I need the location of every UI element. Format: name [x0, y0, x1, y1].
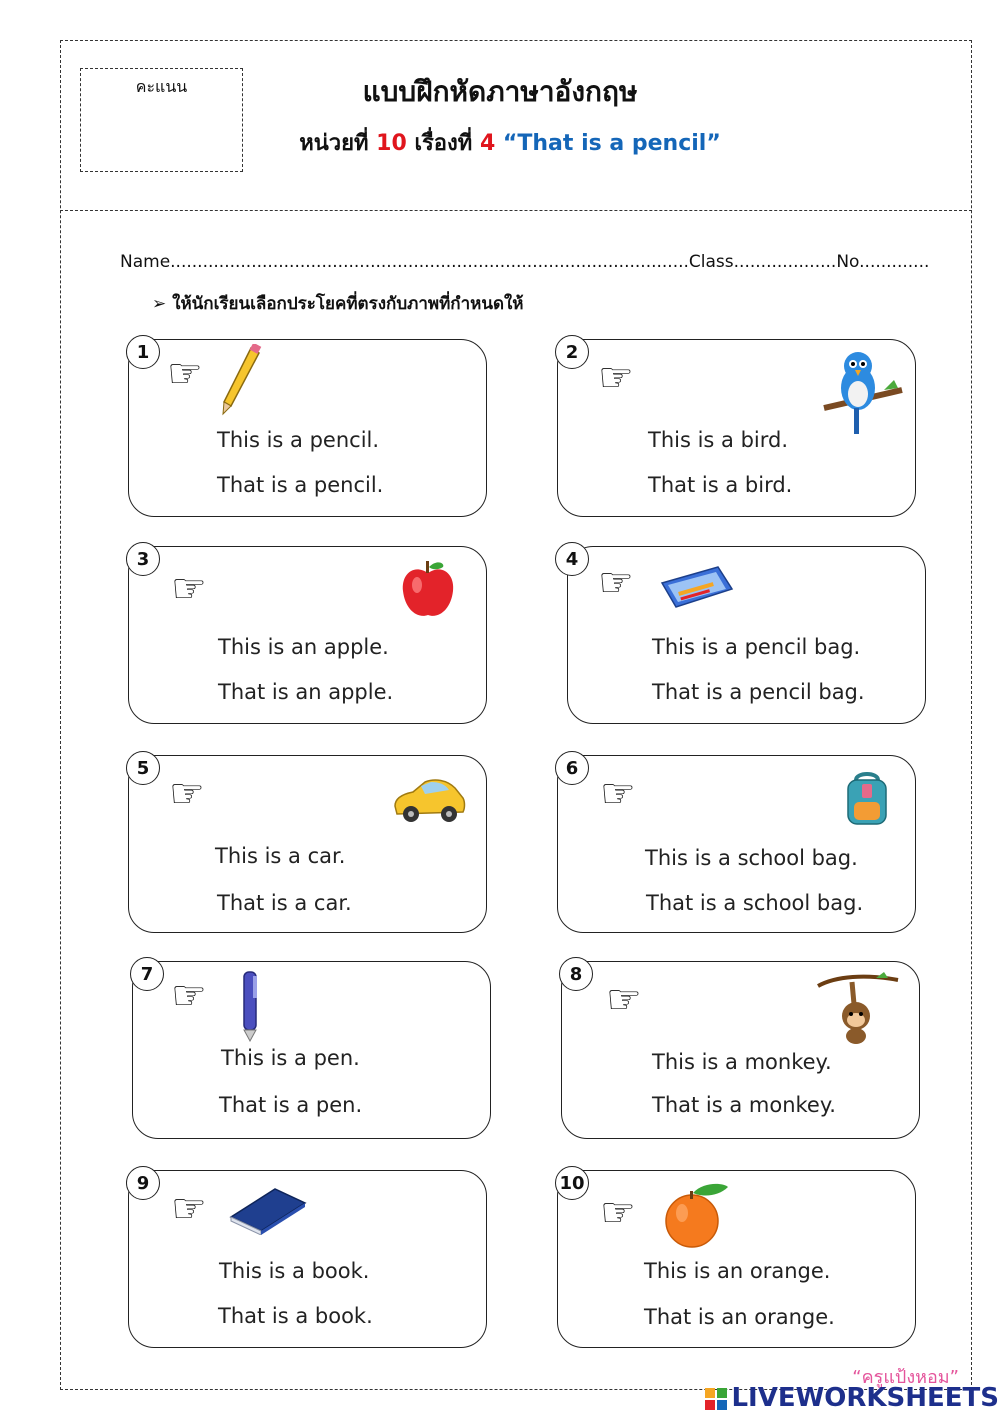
instruction: ➢ ให้นักเรียนเลือกประโยคที่ตรงกับภาพที่กำหนดให้	[152, 294, 524, 314]
monkey-icon	[816, 970, 900, 1046]
sentence-that[interactable]: That is a pen.	[219, 1093, 363, 1117]
lesson-number: 4	[479, 131, 496, 156]
pointing-hand-icon: ☞	[600, 1190, 636, 1236]
pointing-hand-icon: ☞	[171, 1186, 207, 1232]
sentence-that[interactable]: That is a bird.	[648, 473, 793, 497]
unit-label: หน่วยที่	[299, 131, 369, 156]
lesson-title: “That is a pencil”	[502, 131, 721, 156]
score-label: คะแนน	[135, 77, 188, 96]
pointing-hand-icon: ☞	[171, 566, 207, 612]
pointing-hand-icon: ☞	[606, 977, 642, 1023]
sentence-this[interactable]: This is a book.	[219, 1259, 370, 1283]
item-card-10	[557, 1170, 916, 1348]
sentence-this[interactable]: This is a pencil.	[217, 428, 380, 452]
car-icon	[391, 776, 467, 824]
header-divider	[60, 210, 972, 211]
sentence-this[interactable]: This is a car.	[215, 844, 346, 868]
bird-icon	[822, 346, 904, 436]
item-card-7	[132, 961, 491, 1139]
item-number-5: 5	[126, 751, 160, 785]
orange-icon	[662, 1181, 732, 1249]
apple-icon	[399, 559, 457, 621]
item-number-9: 9	[126, 1166, 160, 1200]
item-card-5	[128, 755, 487, 933]
pointing-hand-icon: ☞	[171, 973, 207, 1019]
item-card-4	[567, 546, 926, 724]
sentence-this[interactable]: This is a pen.	[221, 1046, 360, 1070]
item-card-3	[128, 546, 487, 724]
pointing-hand-icon: ☞	[169, 771, 205, 817]
item-card-9	[128, 1170, 487, 1348]
item-number-4: 4	[555, 542, 589, 576]
sentence-this[interactable]: This is a monkey.	[652, 1050, 832, 1074]
pen-icon	[239, 970, 261, 1042]
item-number-10: 10	[555, 1166, 589, 1200]
item-number-7: 7	[130, 957, 164, 991]
pencil-bag-icon	[658, 563, 734, 611]
sentence-that[interactable]: That is an orange.	[644, 1305, 835, 1329]
lesson-label: เรื่องที่	[414, 131, 473, 156]
teacher-credit: “ครูแป้งหอม”	[852, 1367, 959, 1388]
sentence-that[interactable]: That is a monkey.	[652, 1093, 836, 1117]
item-card-2	[557, 339, 916, 517]
liveworksheets-logo-icon	[705, 1388, 727, 1410]
student-info-line: Name................................................................................................Class...................No.............	[120, 252, 930, 272]
sentence-that[interactable]: That is a school bag.	[646, 891, 864, 915]
sentence-this[interactable]: This is a pencil bag.	[652, 635, 861, 659]
sentence-this[interactable]: This is an orange.	[644, 1259, 831, 1283]
item-card-1	[128, 339, 487, 517]
item-card-6	[557, 755, 916, 933]
book-icon	[227, 1185, 307, 1235]
item-number-8: 8	[559, 957, 593, 991]
item-number-2: 2	[555, 335, 589, 369]
sentence-that[interactable]: That is a pencil bag.	[652, 680, 865, 704]
sentence-this[interactable]: This is an apple.	[218, 635, 389, 659]
pointing-hand-icon: ☞	[600, 771, 636, 817]
item-number-3: 3	[126, 542, 160, 576]
page-subtitle	[230, 125, 790, 160]
sentence-that[interactable]: That is a book.	[218, 1304, 373, 1328]
sentence-this[interactable]: This is a bird.	[648, 428, 789, 452]
pointing-hand-icon: ☞	[598, 560, 634, 606]
page-title: แบบฝึกหัดภาษาอังกฤษ	[362, 75, 638, 108]
sentence-that[interactable]: That is an apple.	[218, 680, 394, 704]
pointing-hand-icon: ☞	[598, 355, 634, 401]
sentence-that[interactable]: That is a pencil.	[217, 473, 384, 497]
sentence-this[interactable]: This is a school bag.	[645, 846, 858, 870]
liveworksheets-brand[interactable]	[705, 1383, 999, 1413]
unit-number: 10	[376, 131, 407, 156]
item-card-8	[561, 961, 920, 1139]
item-number-6: 6	[555, 751, 589, 785]
sentence-that[interactable]: That is a car.	[217, 891, 352, 915]
score-box	[80, 68, 243, 172]
item-number-1: 1	[126, 335, 160, 369]
pointing-hand-icon: ☞	[167, 351, 203, 397]
school-bag-icon	[842, 770, 892, 828]
brand-text: LIVEWORKSHEETS	[731, 1383, 999, 1413]
pencil-icon	[217, 344, 267, 416]
